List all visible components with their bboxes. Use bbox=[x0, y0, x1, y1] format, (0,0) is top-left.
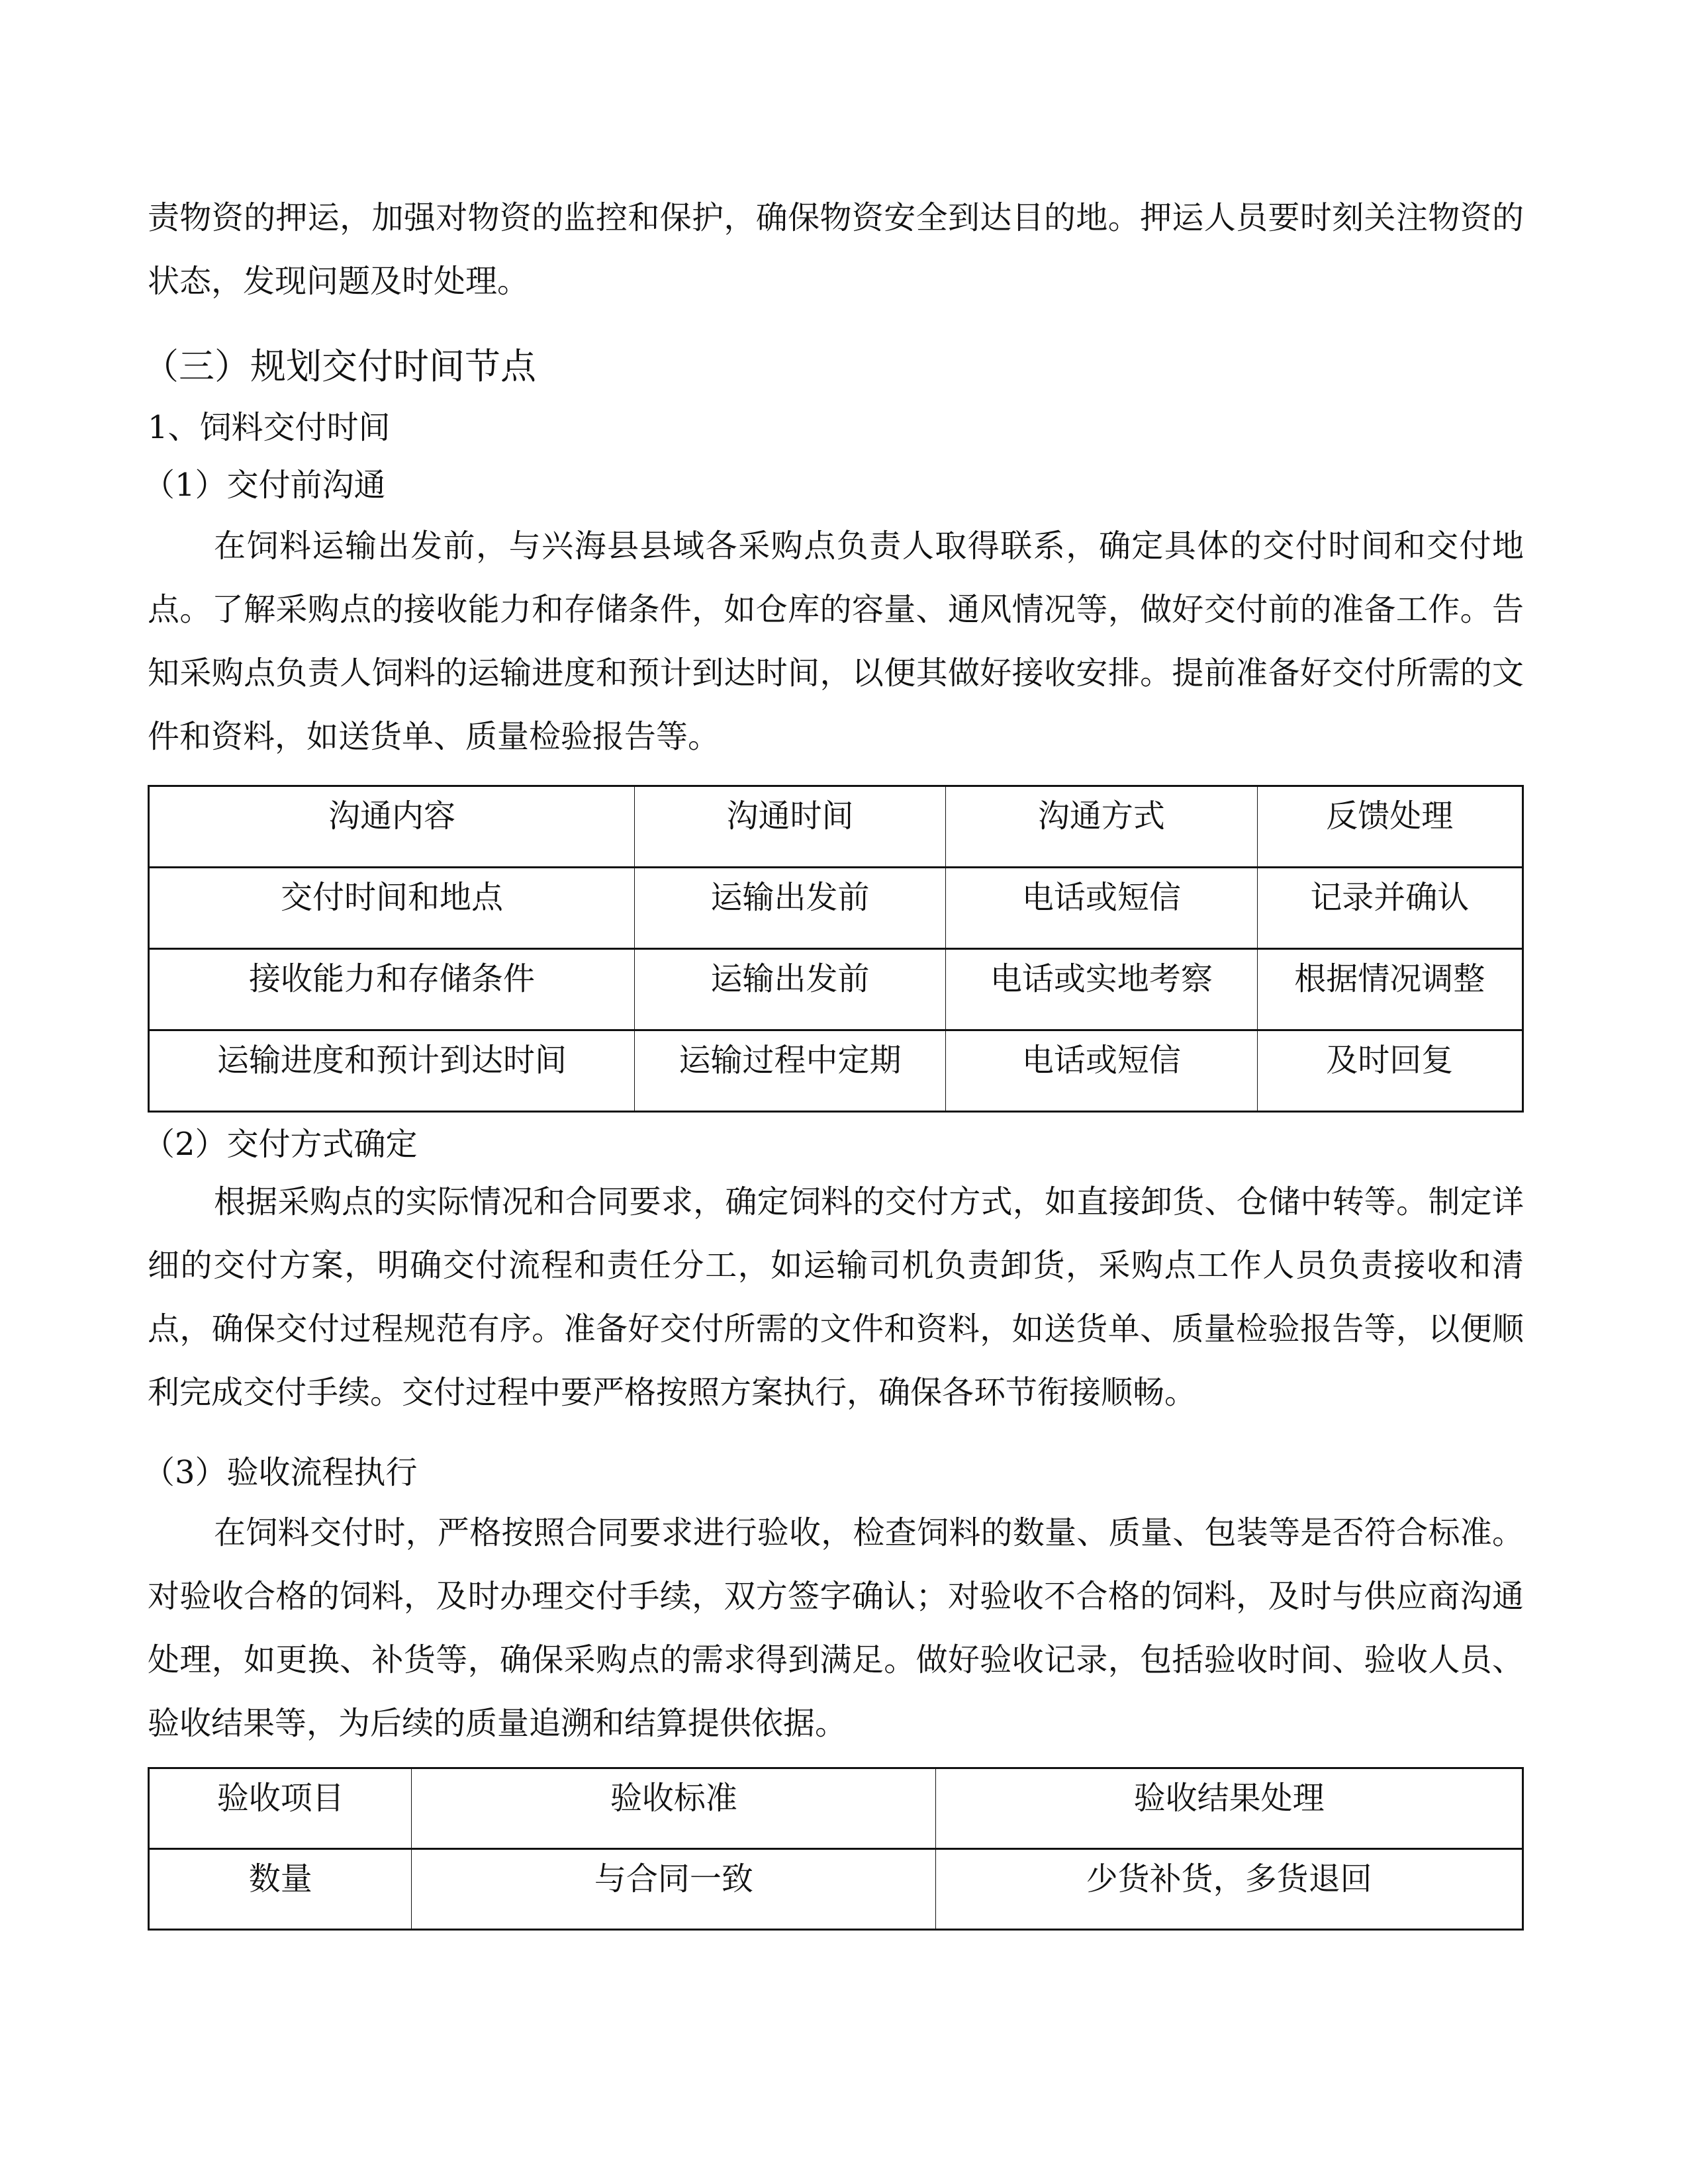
table-header-cell: 反馈处理 bbox=[1257, 786, 1523, 868]
table-cell: 运输进度和预计到达时间 bbox=[149, 1030, 635, 1112]
table-row bbox=[149, 1849, 1523, 1930]
table-header-row bbox=[149, 1768, 1523, 1849]
table-row bbox=[149, 949, 1523, 1030]
table-header-cell: 沟通方式 bbox=[946, 786, 1257, 868]
subsection-heading: 1、饲料交付时间 bbox=[148, 409, 391, 446]
table-cell: 及时回复 bbox=[1257, 1030, 1523, 1112]
table-cell: 运输出发前 bbox=[634, 949, 945, 1030]
table-cell: 根据情况调整 bbox=[1257, 949, 1523, 1030]
table-header-cell: 沟通时间 bbox=[634, 786, 945, 868]
sub3-heading: （3）验收流程执行 bbox=[143, 1454, 418, 1491]
table-header-cell: 验收标准 bbox=[412, 1768, 936, 1849]
sub1-paragraph: 在饲料运输出发前，与兴海县县域各采购点负责人取得联系，确定具体的交付时间和交付地点。了解采购点的接收能力和存储条件，如仓库的容量、通风情况等，做好交付前的准备工作。告知采购点负责人饲料的运输进度和预计到达时间，以便其做好接收安排。提前准备好交付所需的文件和资料，如送货单、质量检验报告等。 bbox=[148, 527, 1524, 755]
sub2-heading: （2）交付方式确定 bbox=[143, 1126, 418, 1163]
table-cell: 少货补货，多货退回 bbox=[936, 1849, 1523, 1930]
table-header-cell: 验收结果处理 bbox=[936, 1768, 1523, 1849]
table-header-cell: 沟通内容 bbox=[149, 786, 635, 868]
table-cell: 运输过程中定期 bbox=[634, 1030, 945, 1112]
table-cell: 与合同一致 bbox=[412, 1849, 936, 1930]
table-cell: 记录并确认 bbox=[1257, 868, 1523, 949]
table-row bbox=[149, 1030, 1523, 1112]
table-cell: 运输出发前 bbox=[634, 868, 945, 949]
table-row bbox=[149, 868, 1523, 949]
table-cell: 电话或实地考察 bbox=[946, 949, 1257, 1030]
table-cell: 电话或短信 bbox=[946, 1030, 1257, 1112]
table-cell: 交付时间和地点 bbox=[149, 868, 635, 949]
section-heading: （三）规划交付时间节点 bbox=[143, 345, 536, 387]
sub3-paragraph: 在饲料交付时，严格按照合同要求进行验收，检查饲料的数量、质量、包装等是否符合标准。对验收合格的饲料，及时办理交付手续，双方签字确认；对验收不合格的饲料，及时与供应商沟通处理，如更换、补货等，确保采购点的需求得到满足。做好验收记录，包括验收时间、验收人员、验收结果等，为后续的质量追溯和结算提供依据。 bbox=[148, 1514, 1524, 1742]
table-header-row bbox=[149, 786, 1523, 868]
table-cell: 数量 bbox=[149, 1849, 412, 1930]
sub1-heading: （1）交付前沟通 bbox=[143, 467, 386, 504]
communication-table bbox=[148, 785, 1524, 1113]
paragraph-continued: 责物资的押运，加强对物资的监控和保护，确保物资安全到达目的地。押运人员要时刻关注物资的状态，发现问题及时处理。 bbox=[148, 199, 1524, 300]
sub2-paragraph: 根据采购点的实际情况和合同要求，确定饲料的交付方式，如直接卸货、仓储中转等。制定详细的交付方案，明确交付流程和责任分工，如运输司机负责卸货，采购点工作人员负责接收和清点，确保交付过程规范有序。准备好交付所需的文件和资料，如送货单、质量检验报告等，以便顺利完成交付手续。交付过程中要严格按照方案执行，确保各环节衔接顺畅。 bbox=[148, 1183, 1524, 1411]
table-cell: 电话或短信 bbox=[946, 868, 1257, 949]
acceptance-table bbox=[148, 1767, 1524, 1931]
table-header-cell: 验收项目 bbox=[149, 1768, 412, 1849]
table-cell: 接收能力和存储条件 bbox=[149, 949, 635, 1030]
